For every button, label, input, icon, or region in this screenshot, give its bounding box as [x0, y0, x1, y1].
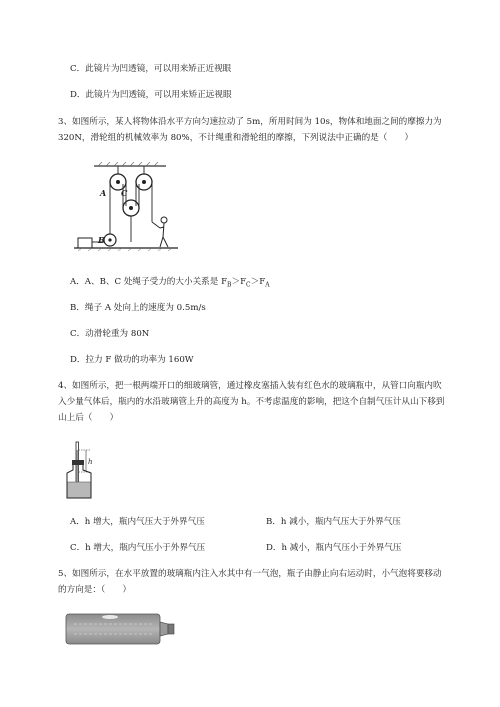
- fig-label-b: B: [98, 235, 105, 245]
- q4-option-b[interactable]: B．h 减小，瓶内气压大于外界气压: [266, 517, 401, 527]
- q3-stem-line2: 320N，滑轮组的机械效率为 80%，不计绳重和滑轮组的摩擦，下列说法中正确的是（ ）: [58, 133, 414, 143]
- q4-stem-line1: 4、如图所示，把一根两端开口的细玻璃管，通过橡皮塞插入装有红色水的玻璃瓶中，从管口向瓶内吹: [58, 381, 442, 391]
- q5-stem-line1: 5、如图所示，在水平放置的玻璃瓶内注入水其中有一气泡，瓶子由静止向右运动时，小气泡将要移动: [58, 569, 442, 579]
- fig-label-h: h: [88, 458, 93, 466]
- q3-option-a-gt2: ＞F: [250, 277, 266, 287]
- q3-option-a-text: A．A、B、C 处绳子受力的大小关系是 F: [70, 277, 228, 287]
- q3-option-d[interactable]: D．拉力 F 做功的功率为 160W: [70, 355, 194, 365]
- prev-option-d: D．此镜片为凹透镜，可以用来矫正远视眼: [70, 90, 232, 100]
- barometer-bottle-figure: [64, 440, 110, 502]
- q3-option-a[interactable]: [70, 275, 270, 289]
- q4-option-d[interactable]: D．h 减小，瓶内气压小于外界气压: [266, 543, 402, 553]
- q3-option-a-sub-b: B: [227, 281, 232, 289]
- q3-option-b[interactable]: B．绳子 A 处向上的速度为 0.5m/s: [70, 303, 206, 313]
- pulley-system-figure: [74, 162, 182, 252]
- prev-option-c: C．此镜片为凹透镜，可以用来矫正近视眼: [70, 64, 232, 74]
- q4-stem-line3: 山上后（ ）: [58, 413, 119, 423]
- q3-option-a-sub-a: A: [265, 281, 270, 289]
- fig-label-a: A: [100, 188, 107, 198]
- q3-option-a-sub-c: C: [246, 281, 251, 289]
- fig-label-c: C: [121, 188, 128, 198]
- q4-option-c[interactable]: C．h 增大，瓶内气压小于外界气压: [70, 543, 206, 553]
- q5-stem-line2: 的方向是：（ ）: [58, 585, 132, 595]
- q3-option-c[interactable]: C．动滑轮重为 80N: [70, 329, 150, 339]
- q4-option-a[interactable]: A．h 增大，瓶内气压大于外界气压: [70, 517, 205, 527]
- q4-stem-line2: 入少量气体后，瓶内的水沿玻璃管上升的高度为 h。不考虑温度的影响，把这个自制气压计从山下移到: [58, 397, 445, 407]
- q3-stem-line1: 3、如图所示，某人将物体沿水平方向匀速拉动了 5m，所用时间为 10s，物体和地面之间的摩擦力为: [58, 117, 442, 127]
- q3-option-a-gt1: ＞F: [231, 277, 247, 287]
- horizontal-bottle-figure: [64, 610, 176, 648]
